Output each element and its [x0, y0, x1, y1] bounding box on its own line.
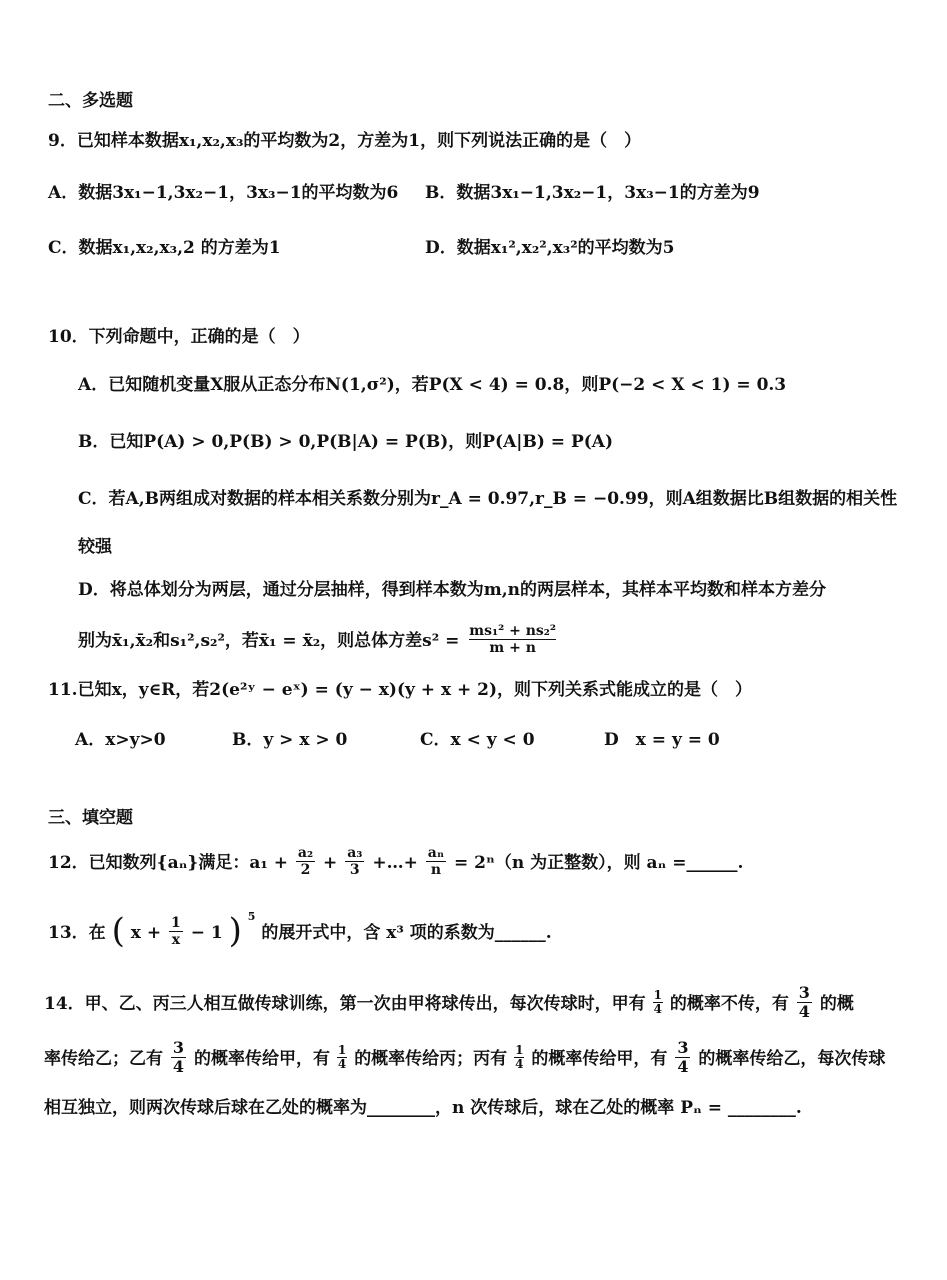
- q12: [48, 847, 743, 880]
- q13-suffix: 的展开式中，含 x³ 项的系数为______.: [261, 923, 552, 943]
- q11-option-b: B．y > x > 0: [232, 730, 348, 750]
- q14-line2-b: 的概率传给甲，有: [193, 1049, 330, 1069]
- q12-fraction-1-num: a₂: [297, 845, 314, 861]
- q14-line1-fraction-1-num: 1: [653, 988, 662, 1002]
- q12-fraction-3-den: n: [430, 862, 442, 878]
- q13-exponent: 5: [247, 910, 256, 923]
- q14-line1-fraction-1: [653, 989, 663, 1016]
- q10-stem: 10．下列命题中，正确的是（ ）: [48, 327, 310, 347]
- q14-line1-fraction-2: [797, 984, 812, 1021]
- q14-line2-fraction-3-den: 4: [515, 1057, 524, 1071]
- section-heading-fill-in: 三、填空题: [48, 808, 133, 828]
- q12-prefix: 12．已知数列{aₙ}满足：a₁ +: [48, 853, 288, 873]
- q11-option-a: A．x>y>0: [75, 730, 166, 750]
- q14-line2-fraction-4: [675, 1039, 690, 1076]
- q9-option-d: D．数据x₁²,x₂²,x₃²的平均数为5: [425, 238, 675, 258]
- variance-fraction: [469, 623, 556, 656]
- q10-option-d-line2: [78, 625, 556, 658]
- q13: [48, 910, 552, 951]
- q11-stem: 11.已知x，y∈R，若2(e²ʸ − eˣ) = (y − x)(y + x + 2)，则下列关系式能成立的是（ ）: [48, 680, 753, 700]
- q10-option-d-line1: D．将总体划分为两层，通过分层抽样，得到样本数为m,n的两层样本，其样本平均数和样本方差分: [78, 580, 827, 600]
- q13-prefix: 13．在: [48, 923, 106, 943]
- q14-line1: [44, 983, 854, 1023]
- q13-x-plus: x +: [130, 923, 162, 943]
- q12-suffix: = 2ⁿ（n 为正整数），则 aₙ =______.: [454, 853, 744, 873]
- q10-option-b: B．已知P(A) > 0,P(B) > 0,P(B|A) = P(B)，则P(A|B) = P(A): [78, 432, 614, 452]
- q13-fraction-num: 1: [171, 915, 181, 931]
- q14-line1-b: 的概率不传，有: [669, 994, 789, 1014]
- q13-minus-one: − 1: [190, 923, 223, 943]
- q12-fraction-2: [345, 845, 364, 878]
- q14-line2-d: 的概率传给甲，有: [531, 1049, 668, 1069]
- q14-line2-fraction-4-den: 4: [677, 1057, 689, 1076]
- variance-fraction-denominator: m + n: [489, 640, 536, 656]
- q14-line2-fraction-2-den: 4: [337, 1057, 347, 1071]
- q12-plus: +: [323, 853, 338, 873]
- q12-fraction-3: [426, 845, 446, 878]
- q14-line3: 相互独立，则两次传球后球在乙处的概率为________，n 次传球后，球在乙处的概率 Pₙ = ________.: [44, 1098, 802, 1118]
- q9-option-c: C．数据x₁,x₂,x₃,2 的方差为1: [48, 238, 281, 258]
- q14-line1-fraction-2-num: 3: [798, 983, 810, 1002]
- q10-option-c-line2: 较强: [78, 537, 112, 557]
- q13-paren-close: ): [228, 910, 242, 951]
- q14-line2: [44, 1038, 886, 1078]
- q10-option-c-line1: C．若A,B两组成对数据的样本相关系数分别为r_A = 0.97,r_B = −0.99，则A组数据比B组数据的相关性: [78, 489, 898, 509]
- q13-fraction-den: x: [171, 932, 181, 948]
- q11-option-d: D x = y = 0: [604, 730, 720, 750]
- q14-line2-fraction-4-num: 3: [677, 1038, 689, 1057]
- q12-fraction-3-num: aₙ: [427, 845, 445, 861]
- q11-option-c: C．x < y < 0: [420, 730, 535, 750]
- q14-line2-c: 的概率传给丙；丙有: [354, 1049, 508, 1069]
- q9-option-b: B．数据3x₁−1,3x₂−1，3x₃−1的方差为9: [425, 183, 760, 203]
- q14-line2-e: 的概率传给乙，每次传球: [698, 1049, 886, 1069]
- q12-fraction-2-den: 3: [349, 862, 360, 878]
- q13-fraction: [169, 915, 183, 948]
- q14-line2-fraction-2-num: 1: [337, 1043, 347, 1057]
- q9-stem: 9．已知样本数据x₁,x₂,x₃的平均数为2，方差为1，则下列说法正确的是（ ）: [48, 131, 642, 151]
- q14-line2-fraction-2: [337, 1044, 347, 1071]
- q14-line1-fraction-2-den: 4: [798, 1002, 810, 1021]
- q9-option-a: A．数据3x₁−1,3x₂−1，3x₃−1的平均数为6: [48, 183, 399, 203]
- q14-line1-c: 的概: [819, 994, 854, 1014]
- variance-fraction-numerator: ms₁² + ns₂²: [469, 623, 557, 639]
- q13-paren-open: (: [111, 910, 125, 951]
- q14-line1-fraction-1-den: 4: [653, 1002, 662, 1016]
- q14-line2-fraction-1: [171, 1039, 186, 1076]
- q12-ellipsis: +…+: [372, 853, 418, 873]
- q14-line2-fraction-3-num: 1: [515, 1043, 524, 1057]
- q14-line1-a: 14．甲、乙、丙三人相互做传球训练，第一次由甲将球传出，每次传球时，甲有: [44, 994, 646, 1014]
- q10-option-a: A．已知随机变量X服从正态分布N(1,σ²)，若P(X < 4) = 0.8，则P(−2 < X < 1) = 0.3: [78, 375, 787, 395]
- section-heading-multiple-choice: 二、多选题: [48, 91, 133, 111]
- q14-line2-fraction-1-num: 3: [172, 1038, 185, 1057]
- q12-fraction-1: [296, 845, 315, 878]
- q14-line2-fraction-3: [514, 1044, 524, 1071]
- q12-fraction-2-num: a₃: [347, 845, 363, 861]
- q10-option-d-line2-text: 别为x̄₁,x̄₂和s₁²,s₂²，若x̄₁ = x̄₂，则总体方差s² =: [78, 631, 460, 651]
- q14-line2-a: 率传给乙；乙有: [44, 1049, 163, 1069]
- q14-line2-fraction-1-den: 4: [172, 1057, 185, 1076]
- q12-fraction-1-den: 2: [300, 862, 311, 878]
